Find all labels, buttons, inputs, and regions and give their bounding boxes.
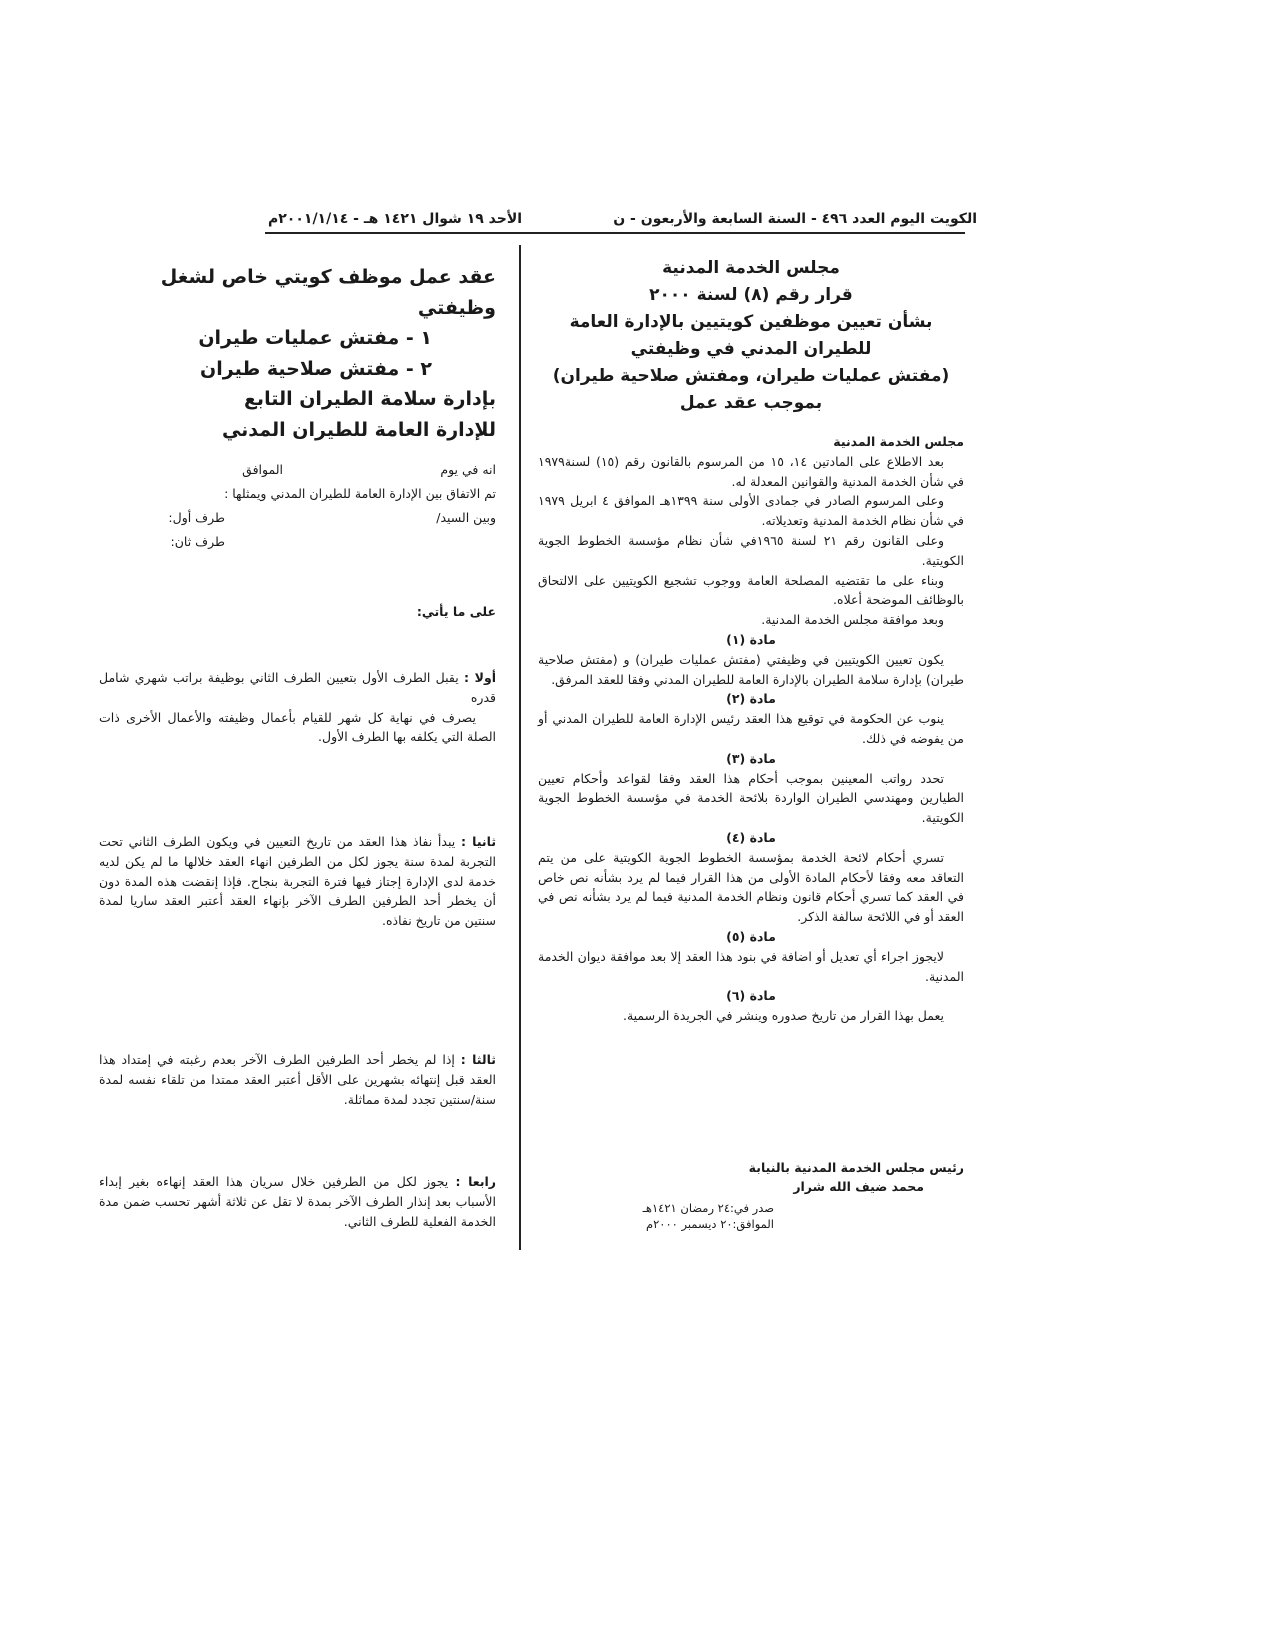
column-divider	[519, 245, 521, 1250]
article-text: يعمل بهذا القرار من تاريخ صدوره وينشر في الجريدة الرسمية.	[622, 1008, 944, 1024]
decision-body	[538, 432, 964, 1026]
contract-mr-label: وبين السيد/	[436, 510, 496, 525]
clause-text: يجوز لكل من الطرفين خلال سريان هذا العقد إنهاءه بغير إبداء الأسباب بعد إنذار الطرف الآخر بمدة لا تقل عن ثلاثة أشهر تحسب ضمن مدة الخدمة الفعلية للطرف الثاني.	[99, 1174, 496, 1229]
article-label: مادة (٦)	[726, 988, 776, 1004]
clause-text: إذا لم يخطر أحد الطرفين الطرف الآخر بعدم رغبته في إمتداد هذا العقد قبل إنتهائه بشهرين على الأقل أعتبر العقد ممتدا من تلقاء نفسه لمدة سنة/سنتين تجدد لمدة مماثلة.	[99, 1052, 496, 1107]
article-label: مادة (١)	[726, 631, 776, 647]
contract-party1-label: طرف أول:	[168, 510, 225, 525]
preamble-paragraph: وبعد موافقة مجلس الخدمة المدنية.	[761, 612, 944, 628]
article-text: تسري أحكام لائحة الخدمة بمؤسسة الخطوط الجوية الكويتية على من يتم التعاقد معه وفقا لأحكام المادة الأولى من هذا القرار فيما لم يرد بشأنه نص خاص في العقد كما تسري أحكام قانون ونظام الخدمة المدنية فيما لم يرد بشأنه نص في العقد أو في اللائحة سالفة الذكر.	[538, 849, 964, 925]
decision-title-line: قرار رقم (٨) لسنة ٢٠٠٠	[649, 285, 853, 305]
article-text: لايجوز اجراء أي تعديل أو اضافة في بنود هذا العقد إلا بعد موافقة ديوان الخدمة المدنية.	[538, 948, 964, 984]
contract-title-line: ٢ - مفتش صلاحية طيران	[200, 357, 432, 380]
contract-title-line: بإدارة سلامة الطيران التابع	[243, 388, 496, 410]
gazette-date-header: الأحد ١٩ شوال ١٤٢١ هـ - ٢٠٠١/١/١٤م	[268, 211, 523, 227]
clause-text: يقبل الطرف الأول بتعيين الطرف الثاني بوظيفة براتب شهري شامل قدره	[99, 670, 496, 705]
decision-title-line: مجلس الخدمة المدنية	[662, 258, 840, 278]
as-follows-heading: على ما يأتي:	[416, 604, 496, 619]
clause-label: رابعا :	[455, 1174, 497, 1189]
header-rule	[265, 232, 965, 234]
article-text: تحدد رواتب المعينين بموجب أحكام هذا العقد وفقا لقواعد وأحكام تعيين الطيارين ومهندسي الطيران الواردة بلائحة الخدمة في مؤسسة الخطوط الجوية الكويتية.	[538, 770, 964, 826]
clause-text: يبدأ نفاذ هذا العقد من تاريخ التعيين في ويكون الطرف الثاني تحت التجربة لمدة سنة يجوز لكل من الطرفين انهاء العقد خلالها ما لم يكن لديه خدمة لدى الإدارة إجتاز فيها فترة التجربة بنجاح. فإذا إنقضت هذه المدة دون أن يخطر أحد الطرفين الطرف الآخر بإنهاء العقد أعتبر العقد ساريا لمدة سنتين من تاريخ نفاذه.	[99, 834, 496, 929]
decision-title-line: للطيران المدني في وظيفتي	[630, 339, 872, 359]
article-text: يكون تعيين الكويتيين في وظيفتي (مفتش عمليات طيران) و (مفتش صلاحية طيران) بإدارة سلامة الطيران بالإدارة العامة للطيران المدني وفقا للعقد المرفق.	[538, 651, 964, 687]
signature-block	[538, 1158, 964, 1196]
preamble-paragraph: وبناء على ما تقتضيه المصلحة العامة ووجوب تشجيع الكويتيين على الالتحاق بالوظائف الموضحة أعلاه.	[538, 572, 964, 608]
clause-second	[99, 832, 496, 931]
article-label: مادة (٤)	[726, 829, 776, 845]
council-heading: مجلس الخدمة المدنية	[833, 434, 964, 449]
contract-title	[99, 262, 496, 445]
signatory-title: رئيس مجلس الخدمة المدنية بالنيابة	[748, 1160, 964, 1175]
gazette-issue-header: الكويت اليوم العدد ٤٩٦ - السنة السابعة والأربعون - ن	[613, 211, 977, 227]
contract-agreement-line: تم الاتفاق بين الإدارة العامة للطيران المدني ويمثلها :	[224, 486, 496, 501]
preamble-paragraph: وعلى المرسوم الصادر في جمادى الأولى سنة ١٣٩٩هـ الموافق ٤ ابريل ١٩٧٩ في شأن نظام الخدمة المدنية وتعديلاته.	[538, 493, 964, 529]
contract-title-line: للإدارة العامة للطيران المدني	[221, 418, 496, 441]
article-label: مادة (٥)	[726, 928, 776, 944]
signatory-name: محمد ضيف الله شرار	[793, 1179, 924, 1194]
preamble-paragraph: بعد الاطلاع على المادتين ١٤، ١٥ من المرسوم بالقانون رقم (١٥) لسنة١٩٧٩ في شأن الخدمة المدنية والقوانين المعدلة له.	[538, 453, 964, 489]
contract-party2-label: طرف ثان:	[170, 534, 225, 549]
decision-title-line: بشأن تعيين موظفين كويتيين بالإدارة العامة	[569, 312, 933, 332]
article-label: مادة (٣)	[726, 750, 776, 766]
clause-first	[99, 668, 496, 747]
decision-title	[538, 255, 964, 417]
article-text: ينوب عن الحكومة في توقيع هذا العقد رئيس الإدارة العامة للطيران المدني أو من يفوضه في ذلك.	[538, 711, 964, 746]
clause-third	[99, 1050, 496, 1109]
preamble-paragraph: وعلى القانون رقم ٢١ لسنة ١٩٦٥في شأن نظام مؤسسة الخطوط الجوية الكويتية.	[538, 532, 964, 568]
decision-title-line: بموجب عقد عمل	[679, 393, 823, 413]
clause-label: ثانيا :	[461, 834, 497, 849]
clause-text-continued: يصرف في نهاية كل شهر للقيام بأعمال وظيفته والأعمال الأخرى ذات الصلة التي يكلفه بها الطرف الأول.	[99, 709, 496, 745]
issue-date-block	[538, 1200, 964, 1232]
clause-label: أولا :	[464, 670, 497, 685]
contract-day-label: انه في يوم	[440, 462, 496, 477]
issued-gregorian: الموافق:٢٠ ديسمبر ٢٠٠٠م	[645, 1217, 774, 1231]
contract-title-line: عقد عمل موظف كويتي خاص لشغل وظيفتي	[160, 266, 496, 319]
clause-label: ثالثا :	[460, 1052, 496, 1067]
decision-title-line: (مفتش عمليات طيران، ومفتش صلاحية طيران)	[552, 366, 950, 386]
issued-hijri: صدر في:٢٤ رمضان ١٤٢١هـ	[642, 1201, 774, 1215]
article-label: مادة (٢)	[726, 691, 776, 707]
clause-fourth	[99, 1172, 496, 1231]
contract-title-line: ١ - مفتش عمليات طيران	[198, 327, 432, 349]
contract-corresponding-label: الموافق	[242, 462, 283, 477]
